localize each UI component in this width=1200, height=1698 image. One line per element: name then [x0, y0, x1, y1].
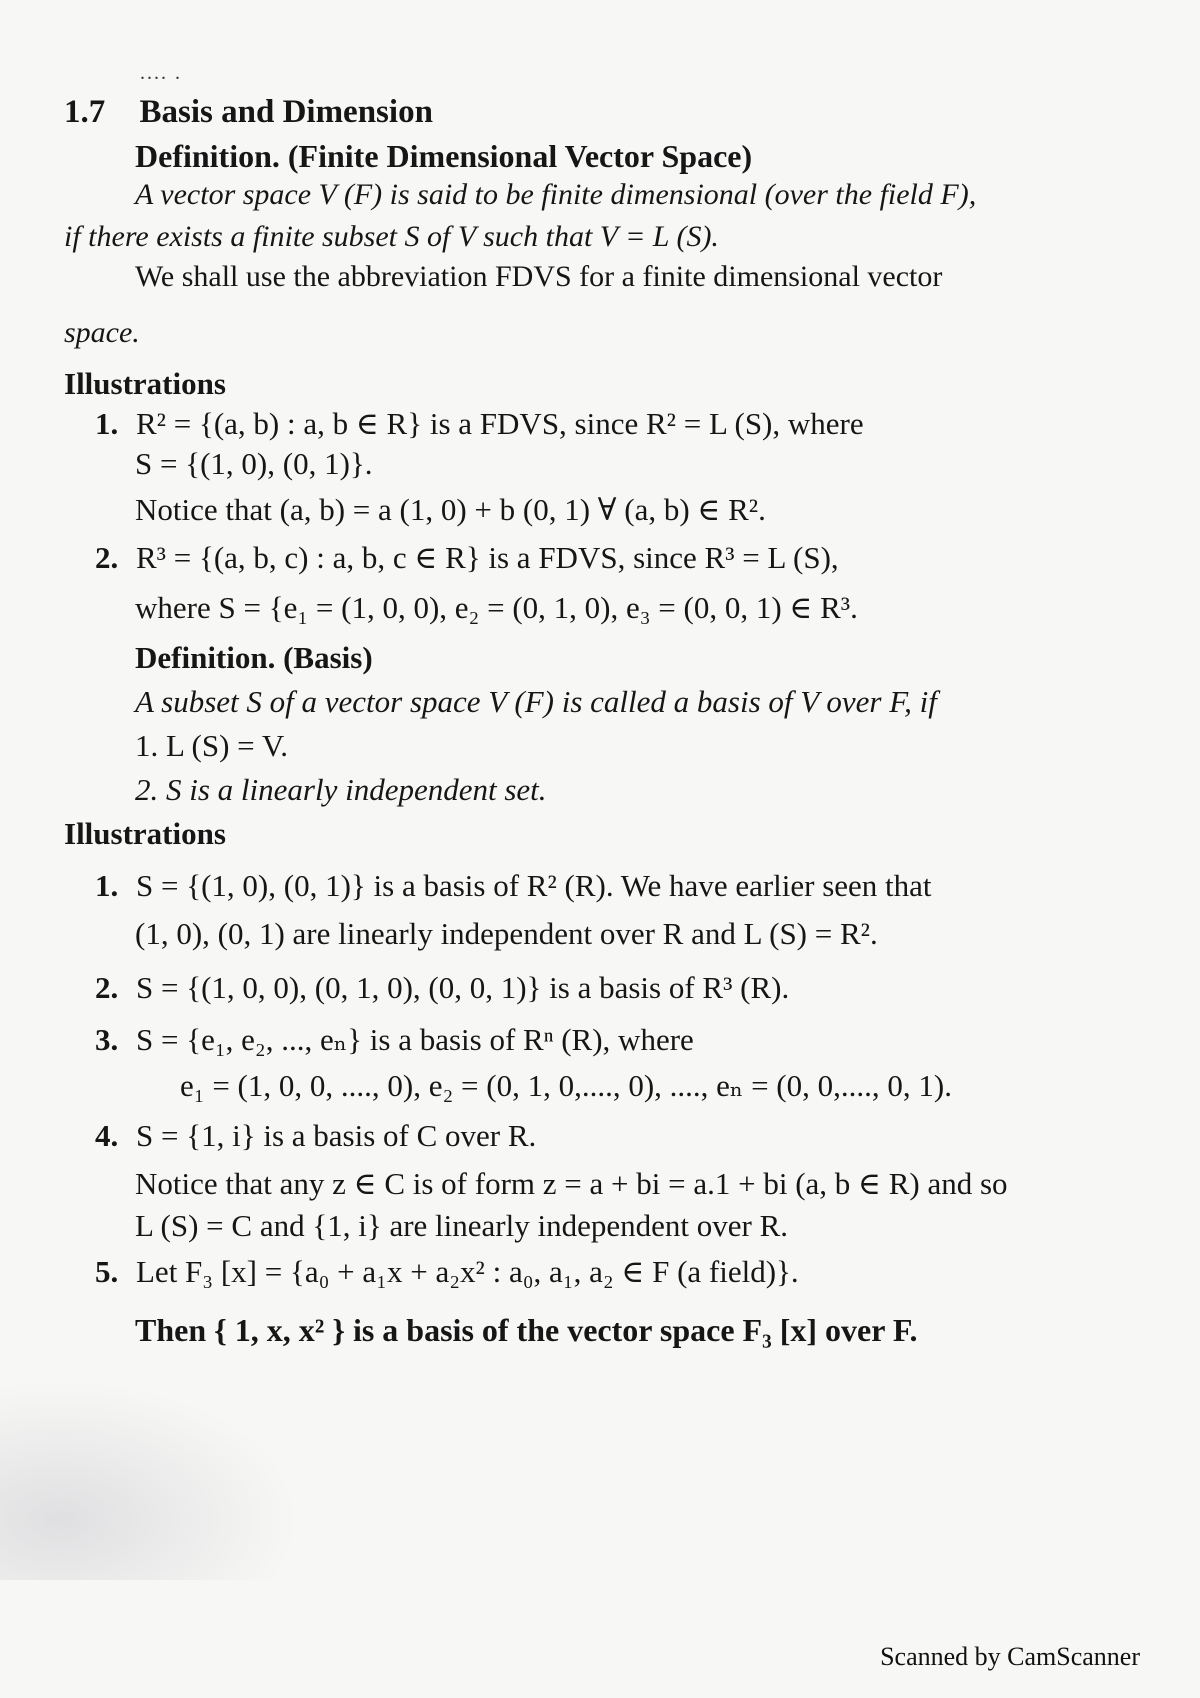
- list-item: [95, 868, 932, 904]
- item-text: Notice that (a, b) = a (1, 0) + b (0, 1) ∀ (a, b) ∈ R².: [135, 492, 766, 527]
- item-number: 2.: [95, 970, 119, 1005]
- definition-text: We shall use the abbreviation FDVS for a finite dimensional vector: [135, 260, 943, 293]
- scanner-watermark: Scanned by CamScanner: [880, 1642, 1140, 1671]
- item-text: Notice that any z ∈ C is of form z = a + bi = a.1 + bi (a, b ∈ R) and so: [135, 1166, 1008, 1201]
- item-number: 1.: [95, 868, 119, 903]
- item-text: S = {(1, 0), (0, 1)}.: [135, 446, 373, 481]
- scan-smudge: [0, 1380, 300, 1580]
- item-text: e₁ = (1, 0, 0, ...., 0), e₂ = (0, 1, 0,...., 0), ...., eₙ = (0, 0,...., 0, 1).: [180, 1068, 952, 1103]
- item-number: 2.: [95, 540, 119, 575]
- definition-text: A subset S of a vector space V (F) is called a basis of V over F, if: [135, 684, 937, 719]
- item-text: Let F₃ [x] = {a₀ + a₁x + a₂x² : a₀, a₁, a₂ ∈ F (a field)}.: [136, 1254, 799, 1289]
- section-number: 1.7: [64, 94, 106, 130]
- section-title: Basis and Dimension: [139, 94, 433, 130]
- item-text: R³ = {(a, b, c) : a, b, c ∈ R} is a FDVS, since R³ = L (S),: [136, 540, 839, 575]
- item-number: 1.: [95, 406, 119, 441]
- list-item: [95, 406, 864, 442]
- header-marks: .... .: [140, 62, 182, 84]
- list-item: [95, 970, 789, 1006]
- definition-text: if there exists a finite subset S of V such that V = L (S).: [64, 220, 719, 253]
- item-number: 5.: [95, 1254, 119, 1289]
- definition-title: Definition. (Basis): [135, 640, 373, 675]
- item-number: 4.: [95, 1118, 119, 1153]
- item-text: Then { 1, x, x² } is a basis of the vector space F₃ [x] over F.: [135, 1312, 918, 1348]
- definition-title: Definition. (Finite Dimensional Vector Space): [135, 138, 753, 174]
- list-item: [95, 1254, 799, 1290]
- definition-text: A vector space V (F) is said to be finite dimensional (over the field F),: [135, 178, 977, 211]
- item-text: S = {(1, 0, 0), (0, 1, 0), (0, 0, 1)} is a basis of R³ (R).: [136, 970, 790, 1005]
- illustrations-heading: Illustrations: [64, 816, 226, 851]
- item-text: (1, 0), (0, 1) are linearly independent over R and L (S) = R².: [135, 916, 878, 951]
- definition-condition: 2. S is a linearly independent set.: [135, 772, 547, 807]
- item-text: S = {e₁, e₂, ..., eₙ} is a basis of Rⁿ (R), where: [136, 1022, 694, 1057]
- list-item: [95, 1022, 694, 1058]
- item-text: R² = {(a, b) : a, b ∈ R} is a FDVS, since R² = L (S), where: [136, 406, 864, 441]
- item-text: S = {(1, 0), (0, 1)} is a basis of R² (R). We have earlier seen that: [136, 868, 932, 903]
- section-heading: [64, 94, 433, 132]
- definition-text: space.: [64, 316, 140, 349]
- item-text: L (S) = C and {1, i} are linearly independent over R.: [135, 1208, 788, 1243]
- item-number: 3.: [95, 1022, 119, 1057]
- definition-condition: 1. L (S) = V.: [135, 728, 288, 763]
- item-text: S = {1, i} is a basis of C over R.: [136, 1118, 537, 1153]
- list-item: [95, 540, 839, 576]
- list-item: [95, 1118, 536, 1154]
- item-text: where S = {e₁ = (1, 0, 0), e₂ = (0, 1, 0), e₃ = (0, 0, 1) ∈ R³.: [135, 590, 858, 625]
- illustrations-heading: Illustrations: [64, 366, 226, 401]
